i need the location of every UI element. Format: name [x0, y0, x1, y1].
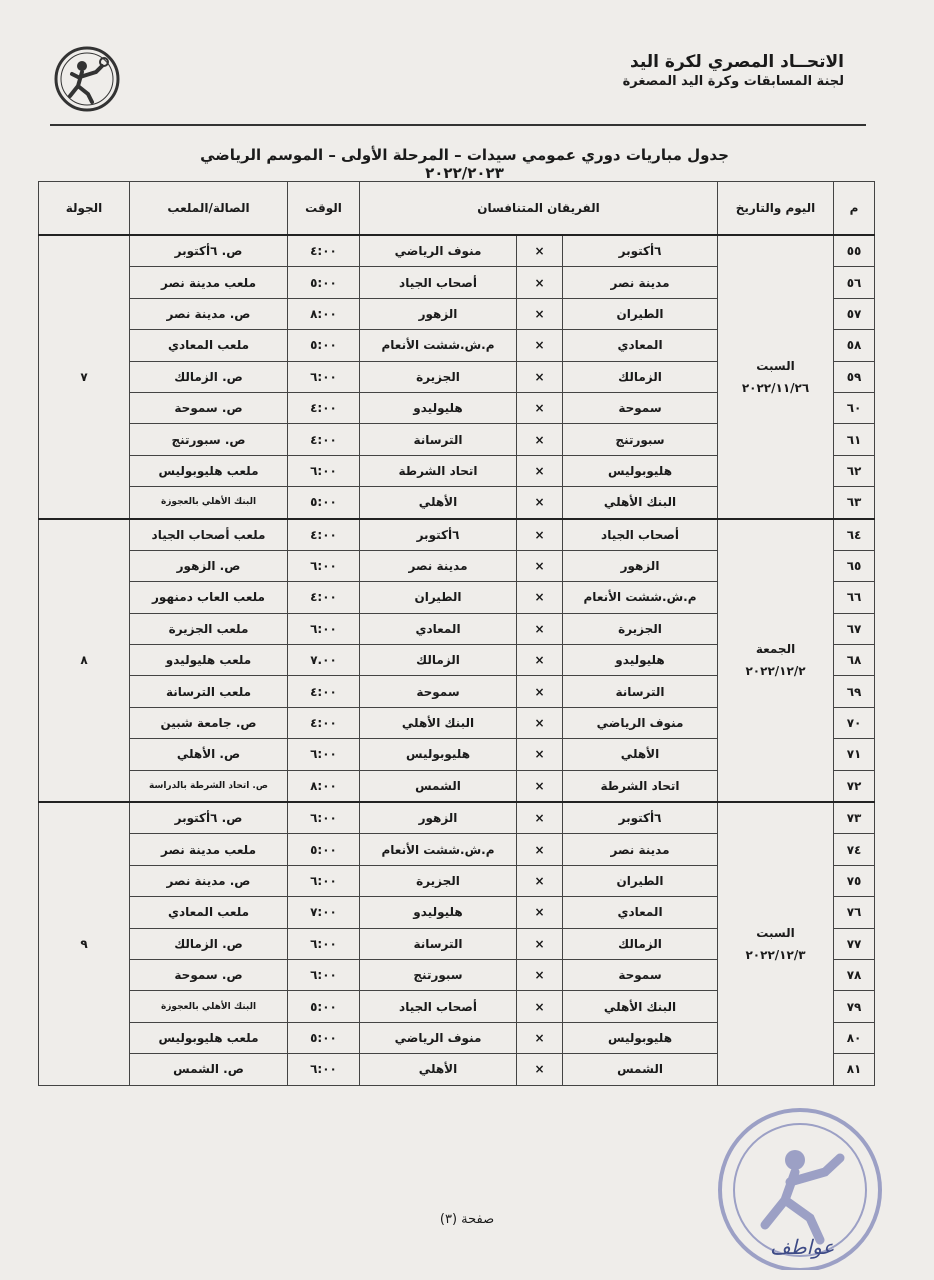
- match-number: ٦٦: [834, 582, 875, 613]
- match-venue: ص. سموحة: [130, 392, 288, 423]
- home-team: منوف الرياضي: [563, 707, 718, 738]
- away-team: الزمالك: [360, 645, 517, 676]
- match-venue: ص. سبورتنج: [130, 424, 288, 455]
- col-header-round: الجولة: [39, 182, 130, 236]
- away-team: م.ش.ششت الأنعام: [360, 834, 517, 865]
- match-number: ٦٤: [834, 519, 875, 551]
- home-team: ٦أكتوبر: [563, 802, 718, 834]
- schedule-table: [38, 181, 875, 1086]
- match-time: ٤:٠٠: [288, 424, 360, 455]
- match-number: ٦١: [834, 424, 875, 455]
- match-number: ٦٩: [834, 676, 875, 707]
- match-venue: ص. ٦أكتوبر: [130, 235, 288, 267]
- versus-mark: ×: [517, 582, 563, 613]
- match-venue: ص. الزهور: [130, 550, 288, 581]
- home-team: الزهور: [563, 550, 718, 581]
- home-team: الزمالك: [563, 361, 718, 392]
- match-time: ٥:٠٠: [288, 330, 360, 361]
- home-team: م.ش.ششت الأنعام: [563, 582, 718, 613]
- home-team: الطيران: [563, 298, 718, 329]
- match-number: ٧٧: [834, 928, 875, 959]
- away-team: مدينة نصر: [360, 550, 517, 581]
- match-number: ٨١: [834, 1054, 875, 1085]
- match-time: ٦:٠٠: [288, 928, 360, 959]
- versus-mark: ×: [517, 392, 563, 423]
- home-team: ٦أكتوبر: [563, 235, 718, 267]
- round-number: ٨: [39, 519, 130, 803]
- match-time: ٦:٠٠: [288, 613, 360, 644]
- federation-name: الاتحــاد المصري لكرة اليد: [630, 52, 844, 72]
- match-time: ٤:٠٠: [288, 707, 360, 738]
- match-time: ٨:٠٠: [288, 770, 360, 802]
- match-day: السبت: [756, 358, 795, 373]
- match-time: ٦:٠٠: [288, 865, 360, 896]
- home-team: سبورتنج: [563, 424, 718, 455]
- away-team: الترسانة: [360, 424, 517, 455]
- match-number: ٦٨: [834, 645, 875, 676]
- match-number: ٧٠: [834, 707, 875, 738]
- home-team: سموحة: [563, 959, 718, 990]
- round-number: ٧: [39, 235, 130, 519]
- match-time: ٥:٠٠: [288, 991, 360, 1022]
- match-day-cell: [718, 519, 834, 803]
- match-time: ٤:٠٠: [288, 519, 360, 551]
- versus-mark: ×: [517, 739, 563, 770]
- match-number: ٦٠: [834, 392, 875, 423]
- match-time: ٦:٠٠: [288, 959, 360, 990]
- match-date: ٢٠٢٢/١٢/٢: [745, 664, 806, 679]
- away-team: م.ش.ششت الأنعام: [360, 330, 517, 361]
- home-team: المعادي: [563, 330, 718, 361]
- home-team: هليوبوليس: [563, 1022, 718, 1053]
- away-team: اتحاد الشرطة: [360, 455, 517, 486]
- versus-mark: ×: [517, 519, 563, 551]
- handball-logo-icon: [52, 44, 122, 114]
- col-header-day: اليوم والتاريخ: [718, 182, 834, 236]
- col-header-num: م: [834, 182, 875, 236]
- match-venue: ص. سموحة: [130, 959, 288, 990]
- match-venue: البنك الأهلي بالعجوزة: [130, 991, 288, 1022]
- table-row: [39, 802, 875, 834]
- match-time: ٦:٠٠: [288, 455, 360, 486]
- home-team: هليوبوليس: [563, 455, 718, 486]
- page-number: صفحة (٣): [439, 1212, 495, 1227]
- match-day: الجمعة: [755, 642, 796, 657]
- match-number: ٧٤: [834, 834, 875, 865]
- match-venue: ص. الأهلي: [130, 739, 288, 770]
- match-time: ٥:٠٠: [288, 834, 360, 865]
- match-number: ٧٩: [834, 991, 875, 1022]
- col-header-venue: الصالة/الملعب: [130, 182, 288, 236]
- versus-mark: ×: [517, 361, 563, 392]
- header-divider: [50, 124, 866, 126]
- away-team: المعادي: [360, 613, 517, 644]
- match-venue: ملعب الترسانة: [130, 676, 288, 707]
- versus-mark: ×: [517, 1022, 563, 1053]
- home-team: اتحاد الشرطة: [563, 770, 718, 802]
- versus-mark: ×: [517, 770, 563, 802]
- match-venue: ص. ٦أكتوبر: [130, 802, 288, 834]
- versus-mark: ×: [517, 834, 563, 865]
- versus-mark: ×: [517, 707, 563, 738]
- away-team: البنك الأهلي: [360, 707, 517, 738]
- match-number: ٧٦: [834, 897, 875, 928]
- match-venue: ص. مدينة نصر: [130, 865, 288, 896]
- match-number: ٥٦: [834, 267, 875, 298]
- match-venue: البنك الأهلي بالعجوزة: [130, 487, 288, 519]
- match-date: ٢٠٢٢/١١/٢٦: [741, 380, 810, 395]
- versus-mark: ×: [517, 298, 563, 329]
- match-venue: ملعب المعادي: [130, 897, 288, 928]
- away-team: الأهلي: [360, 1054, 517, 1085]
- match-venue: ص. مدينة نصر: [130, 298, 288, 329]
- match-time: ٦:٠٠: [288, 802, 360, 834]
- committee-name: لجنة المسابقات وكرة اليد المصغرة: [622, 74, 844, 89]
- match-number: ٧٣: [834, 802, 875, 834]
- versus-mark: ×: [517, 487, 563, 519]
- home-team: هليوليدو: [563, 645, 718, 676]
- match-number: ٦٣: [834, 487, 875, 519]
- match-day-cell: [718, 802, 834, 1085]
- home-team: البنك الأهلي: [563, 991, 718, 1022]
- match-time: ٦:٠٠: [288, 1054, 360, 1085]
- match-venue: ملعب هليوبوليس: [130, 1022, 288, 1053]
- versus-mark: ×: [517, 613, 563, 644]
- home-team: الأهلي: [563, 739, 718, 770]
- match-number: ٦٢: [834, 455, 875, 486]
- signature: عواطف: [770, 1235, 835, 1259]
- match-number: ٥٨: [834, 330, 875, 361]
- away-team: الشمس: [360, 770, 517, 802]
- away-team: الجزيرة: [360, 865, 517, 896]
- match-venue: ملعب مدينة نصر: [130, 834, 288, 865]
- match-time: ٤:٠٠: [288, 235, 360, 267]
- versus-mark: ×: [517, 928, 563, 959]
- match-time: ٥:٠٠: [288, 487, 360, 519]
- match-number: ٧٢: [834, 770, 875, 802]
- home-team: الزمالك: [563, 928, 718, 959]
- match-venue: ملعب المعادي: [130, 330, 288, 361]
- away-team: سبورتنج: [360, 959, 517, 990]
- versus-mark: ×: [517, 330, 563, 361]
- versus-mark: ×: [517, 676, 563, 707]
- match-date: ٢٠٢٢/١٢/٣: [745, 947, 806, 962]
- match-number: ٨٠: [834, 1022, 875, 1053]
- match-time: ٦:٠٠: [288, 550, 360, 581]
- match-time: ٦:٠٠: [288, 361, 360, 392]
- versus-mark: ×: [517, 550, 563, 581]
- home-team: مدينة نصر: [563, 834, 718, 865]
- home-team: أصحاب الجياد: [563, 519, 718, 551]
- away-team: الطيران: [360, 582, 517, 613]
- versus-mark: ×: [517, 1054, 563, 1085]
- match-venue: ص. الزمالك: [130, 928, 288, 959]
- home-team: البنك الأهلي: [563, 487, 718, 519]
- versus-mark: ×: [517, 897, 563, 928]
- home-team: الجزيرة: [563, 613, 718, 644]
- col-header-time: الوقت: [288, 182, 360, 236]
- match-time: ٨:٠٠: [288, 298, 360, 329]
- away-team: الأهلي: [360, 487, 517, 519]
- away-team: الترسانة: [360, 928, 517, 959]
- home-team: المعادي: [563, 897, 718, 928]
- away-team: الجزيرة: [360, 361, 517, 392]
- away-team: أصحاب الجياد: [360, 267, 517, 298]
- match-number: ٥٧: [834, 298, 875, 329]
- home-team: الشمس: [563, 1054, 718, 1085]
- versus-mark: ×: [517, 865, 563, 896]
- match-number: ٦٧: [834, 613, 875, 644]
- versus-mark: ×: [517, 267, 563, 298]
- home-team: سموحة: [563, 392, 718, 423]
- home-team: الترسانة: [563, 676, 718, 707]
- match-number: ٧١: [834, 739, 875, 770]
- away-team: منوف الرياضي: [360, 1022, 517, 1053]
- match-day: السبت: [756, 925, 795, 940]
- away-team: سموحة: [360, 676, 517, 707]
- match-venue: ملعب الجزيرة: [130, 613, 288, 644]
- match-number: ٧٥: [834, 865, 875, 896]
- versus-mark: ×: [517, 959, 563, 990]
- match-time: ٤:٠٠: [288, 676, 360, 707]
- versus-mark: ×: [517, 235, 563, 267]
- away-team: ٦أكتوبر: [360, 519, 517, 551]
- away-team: هليوليدو: [360, 392, 517, 423]
- away-team: منوف الرياضي: [360, 235, 517, 267]
- match-time: ٤:٠٠: [288, 392, 360, 423]
- match-day-cell: [718, 235, 834, 519]
- match-venue: ملعب العاب دمنهور: [130, 582, 288, 613]
- away-team: الزهور: [360, 298, 517, 329]
- versus-mark: ×: [517, 424, 563, 455]
- match-time: ٥:٠٠: [288, 267, 360, 298]
- match-number: ٥٥: [834, 235, 875, 267]
- table-row: [39, 235, 875, 267]
- match-number: ٧٨: [834, 959, 875, 990]
- versus-mark: ×: [517, 991, 563, 1022]
- home-team: مدينة نصر: [563, 267, 718, 298]
- match-venue: ص. جامعة شبين: [130, 707, 288, 738]
- col-header-teams: الفريقان المتنافسان: [360, 182, 718, 236]
- table-header-row: [39, 182, 875, 236]
- document-title: جدول مباريات دوري عمومي سيدات – المرحلة الأولى – الموسم الرياضي ٢٠٢٢/٢٠٢٣: [200, 146, 729, 182]
- versus-mark: ×: [517, 645, 563, 676]
- table-row: [39, 519, 875, 551]
- away-team: هليوبوليس: [360, 739, 517, 770]
- match-number: ٥٩: [834, 361, 875, 392]
- match-venue: ملعب هليوليدو: [130, 645, 288, 676]
- match-venue: ص. الزمالك: [130, 361, 288, 392]
- match-time: ٤:٠٠: [288, 582, 360, 613]
- match-venue: ملعب مدينة نصر: [130, 267, 288, 298]
- match-time: ٥:٠٠: [288, 1022, 360, 1053]
- versus-mark: ×: [517, 455, 563, 486]
- match-venue: ملعب هليوبوليس: [130, 455, 288, 486]
- round-number: ٩: [39, 802, 130, 1085]
- match-time: ٦:٠٠: [288, 739, 360, 770]
- match-time: ٧:٠٠: [288, 897, 360, 928]
- match-time: ٧.٠٠: [288, 645, 360, 676]
- home-team: الطيران: [563, 865, 718, 896]
- away-team: الزهور: [360, 802, 517, 834]
- match-venue: ملعب أصحاب الجياد: [130, 519, 288, 551]
- header: [623, 52, 844, 89]
- match-number: ٦٥: [834, 550, 875, 581]
- away-team: هليوليدو: [360, 897, 517, 928]
- match-venue: ص. الشمس: [130, 1054, 288, 1085]
- match-venue: ص. اتحاد الشرطة بالدراسة: [130, 770, 288, 802]
- versus-mark: ×: [517, 802, 563, 834]
- away-team: أصحاب الجياد: [360, 991, 517, 1022]
